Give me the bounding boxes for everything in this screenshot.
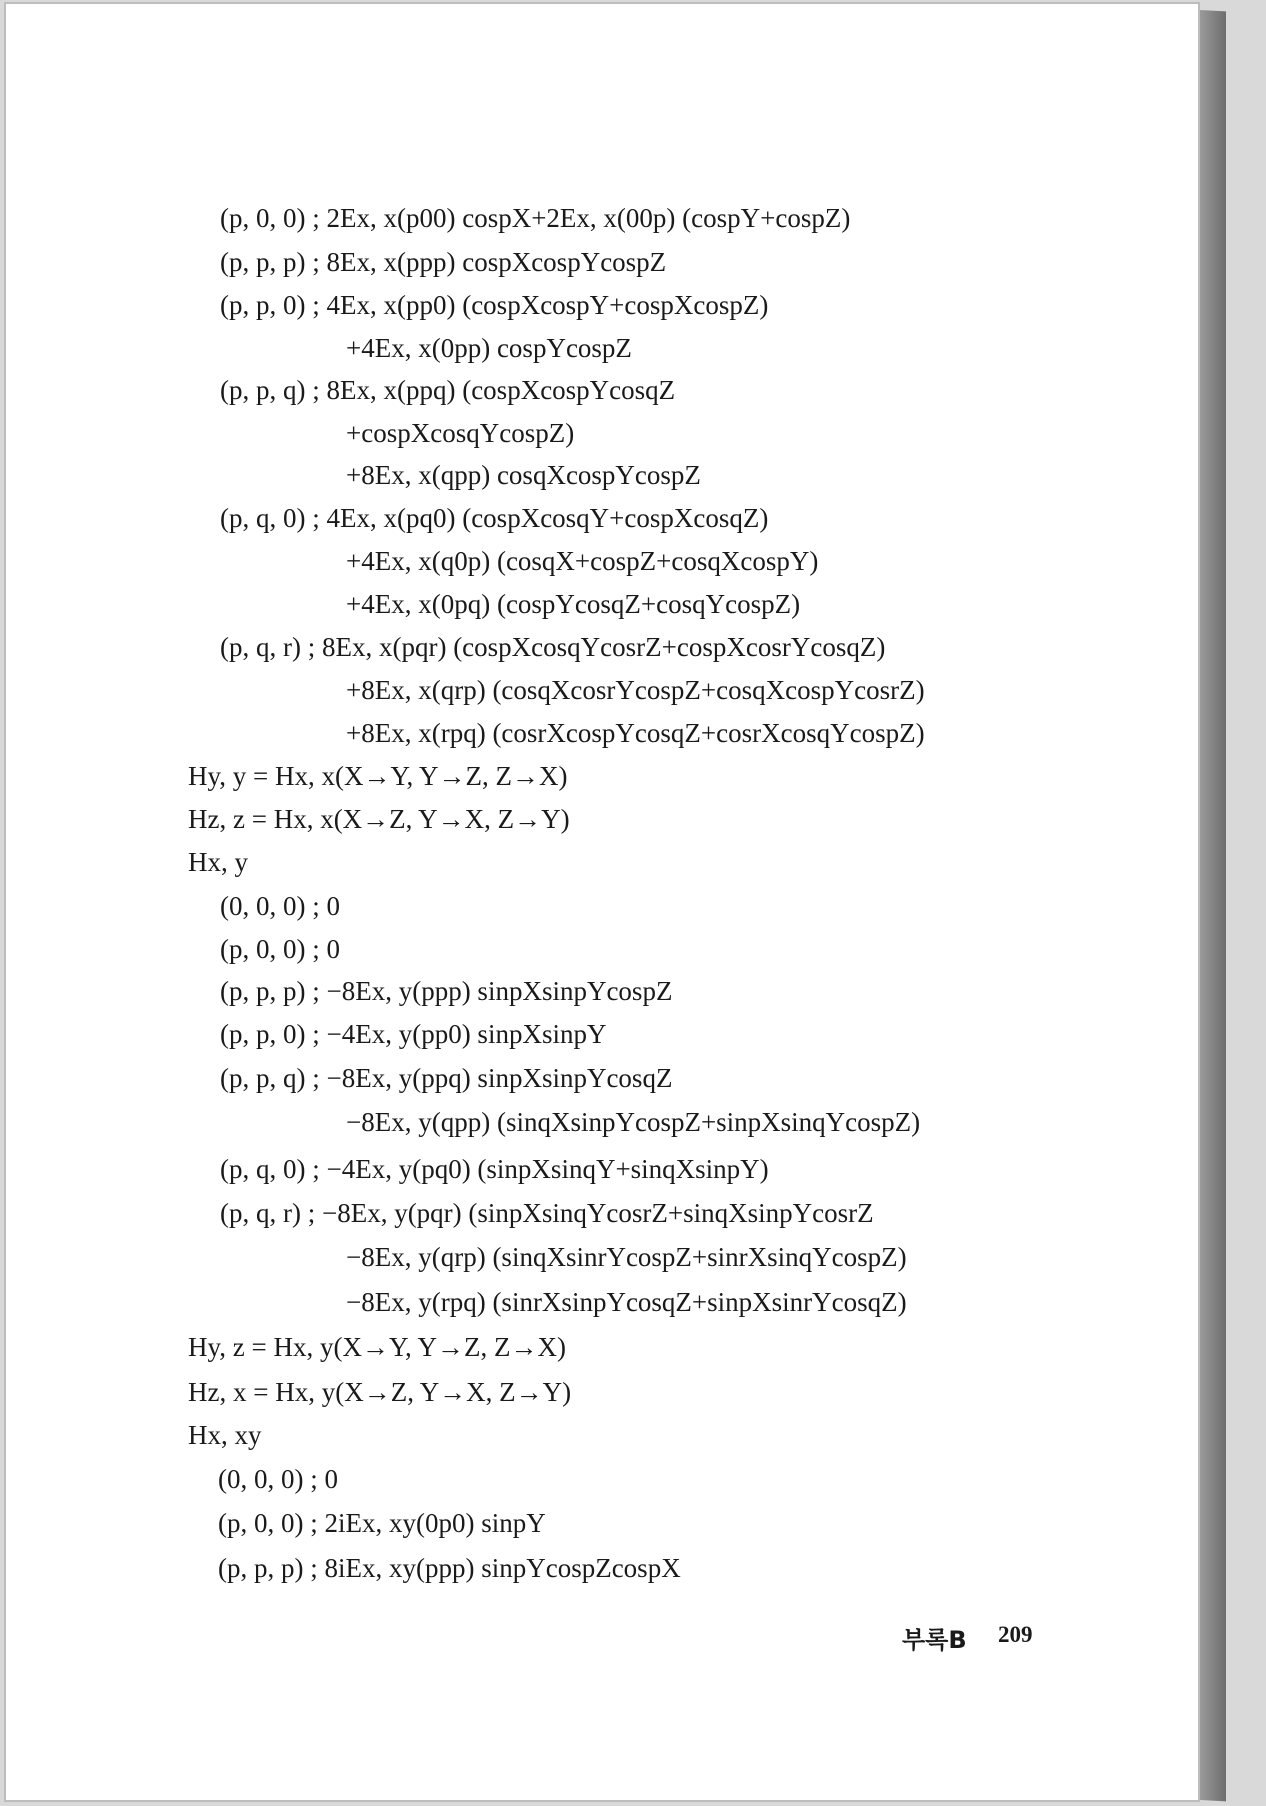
equation-line: (p, p, p) ; −8Ex, y(ppp) sinpXsinpYcospZ — [220, 976, 673, 1006]
equation-line: +4Ex, x(0pp) cospYcospZ — [346, 333, 632, 363]
equation-line: −8Ex, y(rpq) (sinrXsinpYcosqZ+sinpXsinrYcosqZ) — [346, 1287, 907, 1317]
equation-line: (p, q, 0) ; 4Ex, x(pq0) (cospXcosqY+cospXcosqZ) — [220, 503, 769, 533]
appendix-label: 부록B — [902, 1626, 967, 1654]
equation-line: (p, 0, 0) ; 2Ex, x(p00) cospX+2Ex, x(00p) (cospY+cospZ) — [220, 203, 851, 233]
equation-line: +4Ex, x(q0p) (cosqX+cospZ+cosqXcospY) — [346, 546, 819, 576]
equation-line: (p, 0, 0) ; 0 — [220, 934, 340, 964]
equation-line: Hz, z = Hx, x(X→Z, Y→X, Z→Y) — [188, 804, 570, 834]
equation-line: +8Ex, x(qrp) (cosqXcosrYcospZ+cosqXcospYcosrZ) — [346, 675, 925, 705]
equation-line: (p, p, q) ; −8Ex, y(ppq) sinpXsinpYcosqZ — [220, 1063, 673, 1093]
equation-line: +cospXcosqYcospZ) — [346, 418, 575, 448]
equation-line: (p, q, r) ; −8Ex, y(pqr) (sinpXsinqYcosrZ+sinqXsinpYcosrZ — [220, 1198, 874, 1228]
equation-line: (p, p, p) ; 8Ex, x(ppp) cospXcospYcospZ — [220, 247, 667, 277]
equation-line: (p, p, p) ; 8iEx, xy(ppp) sinpYcospZcospX — [218, 1553, 681, 1583]
equation-line: (p, q, 0) ; −4Ex, y(pq0) (sinpXsinqY+sinqXsinpY) — [220, 1154, 769, 1184]
equation-line: Hy, z = Hx, y(X→Y, Y→Z, Z→X) — [188, 1332, 566, 1362]
equation-line: Hx, xy — [188, 1420, 262, 1450]
page-number: 209 — [998, 1622, 1033, 1647]
equation-line: −8Ex, y(qpp) (sinqXsinpYcospZ+sinpXsinqYcospZ) — [346, 1107, 921, 1137]
equation-line: (p, 0, 0) ; 2iEx, xy(0p0) sinpY — [218, 1508, 546, 1538]
page-edge — [1200, 10, 1226, 1801]
equation-line: Hz, x = Hx, y(X→Z, Y→X, Z→Y) — [188, 1377, 572, 1407]
equation-line: +8Ex, x(rpq) (cosrXcospYcosqZ+cosrXcosqYcospZ) — [346, 718, 925, 748]
equation-line: (0, 0, 0) ; 0 — [220, 891, 340, 921]
equation-line: (0, 0, 0) ; 0 — [218, 1464, 338, 1494]
equation-line: Hy, y = Hx, x(X→Y, Y→Z, Z→X) — [188, 761, 568, 791]
equation-line: Hx, y — [188, 847, 248, 877]
equation-line: (p, p, q) ; 8Ex, x(ppq) (cospXcospYcosqZ — [220, 375, 676, 405]
equation-line: +4Ex, x(0pq) (cospYcosqZ+cosqYcospZ) — [346, 589, 801, 619]
equation-line: +8Ex, x(qpp) cosqXcospYcospZ — [346, 460, 701, 490]
equation-line: (p, p, 0) ; −4Ex, y(pp0) sinpXsinpY — [220, 1019, 607, 1049]
equation-line: (p, p, 0) ; 4Ex, x(pp0) (cospXcospY+cospXcospZ) — [220, 290, 769, 320]
equation-line: −8Ex, y(qrp) (sinqXsinrYcospZ+sinrXsinqYcospZ) — [346, 1242, 907, 1272]
equation-line: (p, q, r) ; 8Ex, x(pqr) (cospXcosqYcosrZ+cospXcosrYcosqZ) — [220, 632, 886, 662]
